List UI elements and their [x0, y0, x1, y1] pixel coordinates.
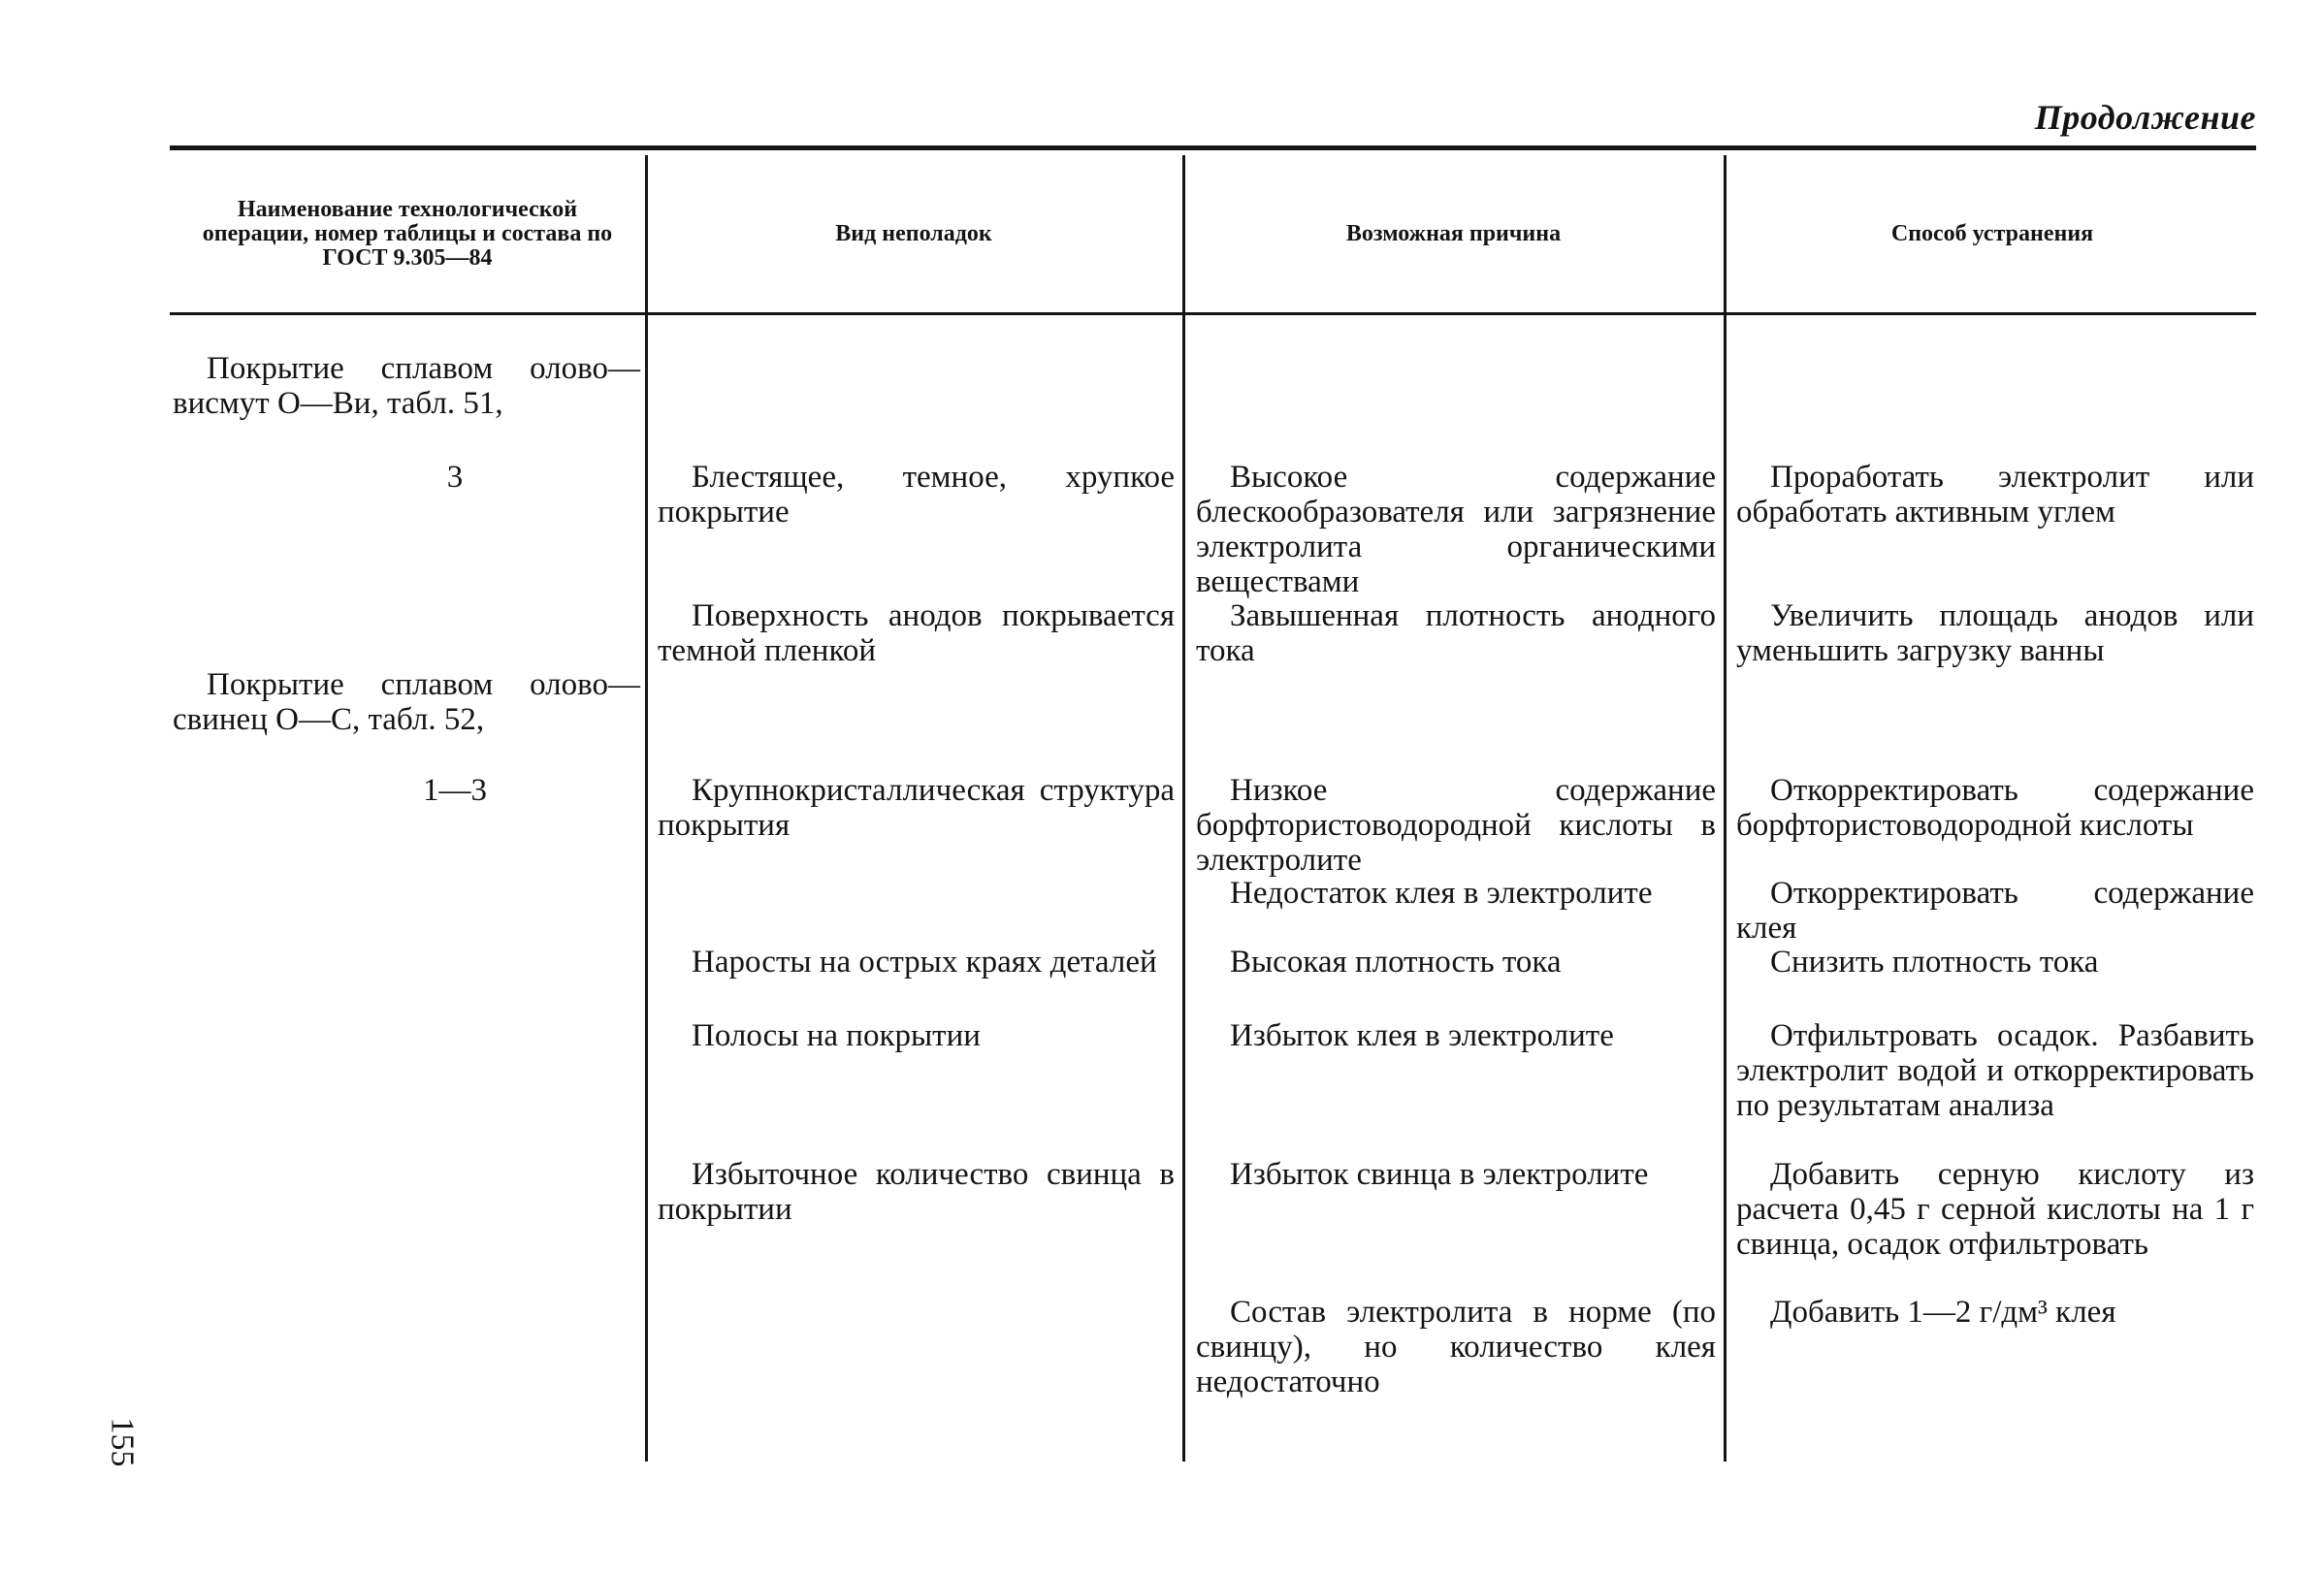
page-number: 155 — [104, 1417, 141, 1467]
header-operation: Наименование технологической операции, номер таблицы и состава по ГОСТ 9.305—84 — [202, 196, 613, 271]
remedy-cell: Проработать электролит или обработать активным углем — [1736, 460, 2254, 530]
operation-composition: 3 — [446, 460, 464, 495]
remedy-cell: Отфильтровать осадок. Разбавить электролит водой и откорректировать по результатам анализа — [1736, 1018, 2254, 1123]
remedy-cell: Увеличить площадь анодов или уменьшить загрузку ванны — [1736, 598, 2254, 668]
remedy-cell: Снизить плотность тока — [1770, 945, 2099, 980]
defect-cell: Поверхность анодов покрывается темной пленкой — [658, 598, 1175, 668]
operation-name: Покрытие сплавом олово—висмут О—Ви, табл. 51, — [173, 351, 640, 421]
cause-cell: Избыток свинца в электролите — [1230, 1157, 1649, 1192]
defect-cell: Избыточное количество свинца в покрытии — [658, 1157, 1175, 1227]
defect-cell: Наросты на острых краях деталей — [692, 945, 1157, 980]
remedy-cell: Добавить серную кислоту из расчета 0,45 г серной кислоты на 1 г свинца, осадок отфильтровать — [1736, 1157, 2254, 1262]
cause-cell: Состав электролита в норме (по свинцу), но количество клея недостаточно — [1196, 1295, 1716, 1399]
cause-cell: Высокая плотность тока — [1230, 945, 1562, 980]
header-remedy: Способ устранения — [1890, 220, 2094, 246]
cause-cell: Недостаток клея в электролите — [1230, 876, 1653, 911]
continuation-label: Продолжение — [2034, 98, 2256, 137]
defect-cell: Блестящее, темное, хрупкое покрытие — [658, 460, 1175, 530]
cause-cell: Избыток клея в электролите — [1230, 1018, 1614, 1053]
cause-cell: Высокое содержание блескообразователя или загрязнение электролита органическими веществами — [1196, 460, 1716, 599]
remedy-cell: Откорректировать содержание клея — [1736, 876, 2254, 946]
header-cause: Возможная причина — [1345, 220, 1562, 246]
remedy-cell: Добавить 1—2 г/дм³ клея — [1770, 1295, 2116, 1330]
column-divider-1 — [645, 155, 648, 1462]
cause-cell: Низкое содержание борфтористоводородной кислоты в электролите — [1196, 773, 1716, 878]
header-bottom-rule — [170, 312, 2256, 315]
operation-name: Покрытие сплавом олово—свинец О—С, табл. 52, — [173, 667, 640, 737]
operation-composition: 1—3 — [423, 773, 487, 808]
column-divider-3 — [1724, 155, 1727, 1462]
header-defect: Вид неполадок — [835, 220, 992, 246]
table-top-rule — [170, 145, 2256, 150]
defect-cell: Крупнокристаллическая структура покрытия — [658, 773, 1175, 843]
remedy-cell: Откорректировать содержание борфтористоводородной кислоты — [1736, 773, 2254, 843]
cause-cell: Завышенная плотность анодного тока — [1196, 598, 1716, 668]
defect-cell: Полосы на покрытии — [692, 1018, 981, 1053]
column-divider-2 — [1182, 155, 1185, 1462]
